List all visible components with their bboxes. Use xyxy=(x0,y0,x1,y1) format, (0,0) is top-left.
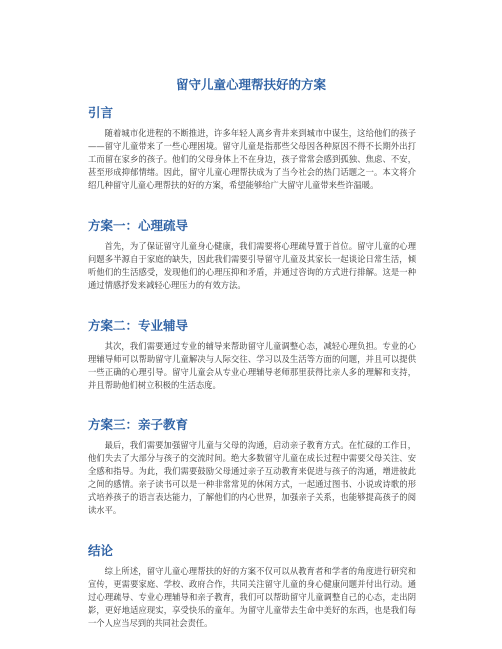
section-body-plan-two: 其次，我们需要通过专业的辅导来帮助留守儿童调整心态，减轻心理负担。专业的心理辅导师可以帮助留守儿童解决与人际交往、学习以及生活等方面的问题，并且可以提供一些正确的心理引导。留守儿童会从专业心理辅导老师那里获得比亲人多的理解和支持，并且帮助他们树立积极的生活态度。 xyxy=(88,341,416,391)
section-body-introduction: 随着城市化进程的不断推进，许多年轻人离乡背井来到城市中谋生，这给他们的孩子——留守儿童带来了一些心理困境。留守儿童是指那些父母因各种原因不得不长期外出打工而留在家乡的孩子。他们的父母身体上不在身边，孩子常常会感到孤独、焦虑、不安，甚至形成抑郁情绪。因此，留守儿童心理帮扶成为了当今社会的热门话题之一。本文将介绍几种留守儿童心理帮扶的好的方案，希望能够给广大留守儿童带来些许温暖。 xyxy=(88,128,416,191)
section-heading-conclusion: 结论 xyxy=(88,543,114,558)
section-body-plan-three: 最后，我们需要加强留守儿童与父母的沟通，启动亲子教育方式。在忙碌的工作日，他们失去了大部分与孩子的交流时间。绝大多数留守儿童在成长过程中需要父母关注、安全感和指导。为此，我们需要鼓励父母通过亲子互动教育来促进与孩子的沟通，增进彼此之间的感情。亲子读书可以是一种非常常见的休闲方式，一起通过图书、小说或诗歌的形式培养孩子的语言表达能力，了解他们的内心世界，加强亲子关系，也能够提高孩子的阅读水平。 xyxy=(88,440,416,516)
section-heading-introduction: 引言 xyxy=(88,105,114,120)
section-heading-plan-two: 方案二：专业辅导 xyxy=(88,318,189,333)
document-title: 留守儿童心理帮扶好的方案 xyxy=(175,77,326,92)
section-body-conclusion: 综上所述，留守儿童心理帮扶的好的方案不仅可以从教育者和学者的角度进行研究和宣传，更需要家庭、学校、政府合作，共同关注留守儿童的身心健康问题并付出行动。通过心理疏导、专业心理辅导和亲子教育，我们可以帮助留守儿童调整自己的心态，走出阴影，更好地适应现实，享受快乐的童年。为留守儿童带去生命中美好的东西，也是我们每一个人应当尽到的共同社会责任。 xyxy=(88,566,416,629)
section-body-plan-one: 首先，为了保证留守儿童身心健康，我们需要将心理疏导置于首位。留守儿童的心理问题多半源自于家庭的缺失，因此我们需要引导留守儿童及其家长一起谈论日常生活，倾听他们的生活感受，发现他们的心理压抑和矛盾，并通过咨询的方式进行排解。这是一种通过情感抒发来减轻心理压力的有效方法。 xyxy=(88,241,416,291)
section-heading-plan-three: 方案三：亲子教育 xyxy=(88,417,189,432)
section-heading-plan-one: 方案一：心理疏导 xyxy=(88,218,189,233)
